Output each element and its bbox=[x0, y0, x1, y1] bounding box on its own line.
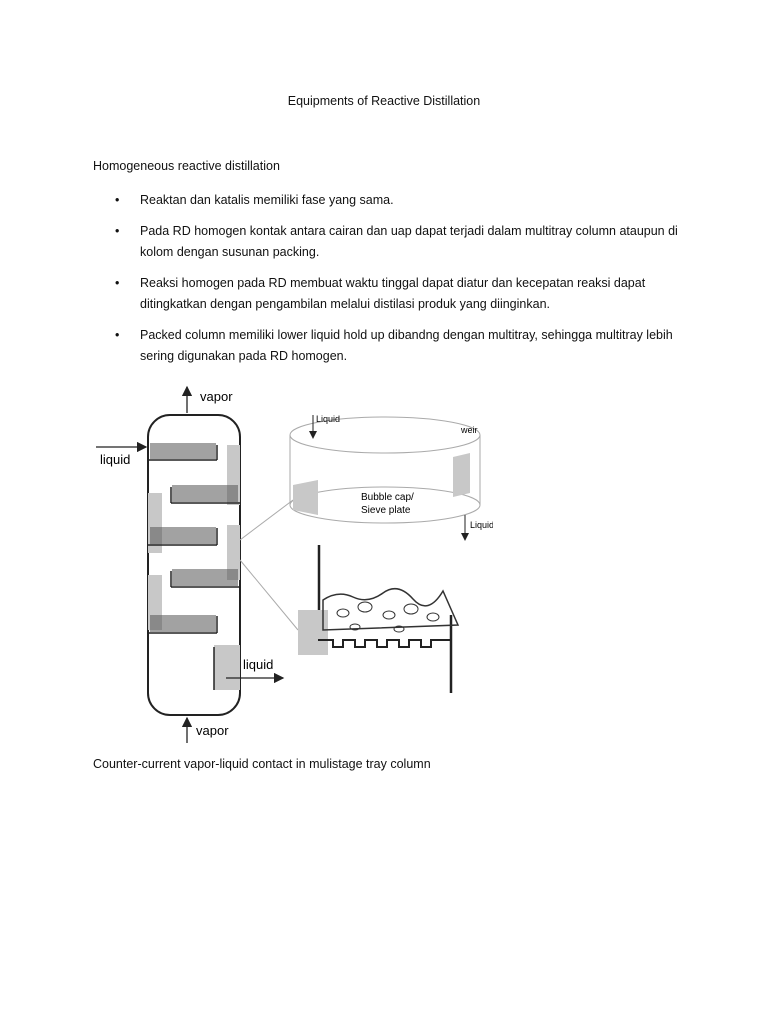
vapor-top-label: vapor bbox=[200, 389, 233, 404]
zoom-line bbox=[240, 500, 293, 540]
list-item bbox=[93, 190, 693, 211]
vapor-bottom-label: vapor bbox=[196, 723, 229, 738]
section-heading: Homogeneous reactive distillation bbox=[93, 159, 280, 173]
downcomer-shade bbox=[214, 645, 240, 690]
bullet-icon: • bbox=[115, 193, 120, 207]
document-title: Equipments of Reactive Distillation bbox=[287, 94, 481, 108]
plate-label-line2: Sieve plate bbox=[361, 505, 411, 516]
tray-column-diagram bbox=[93, 385, 493, 745]
froth bbox=[150, 443, 238, 632]
bullet-text: Pada RD homogen kontak antara cairan dan uap dapat terjadi dalam multitray column ataupun di kolom dengan susunan packing. bbox=[140, 224, 678, 259]
liquid-out-label: liquid bbox=[243, 657, 274, 672]
figure-caption: Counter-current vapor-liquid contact in mulistage tray column bbox=[93, 757, 431, 771]
weir-label: weir bbox=[461, 425, 478, 435]
bullet-text: Packed column memiliki lower liquid hold up dibandng dengan multitray, sehingga multitray lebih sering digunakan pada RD homogen. bbox=[140, 328, 673, 363]
list-item bbox=[93, 273, 693, 315]
plate-shade bbox=[453, 453, 470, 497]
zoom-line bbox=[240, 560, 298, 630]
plate-label-line1: Bubble cap/ bbox=[361, 492, 414, 503]
bullet-icon: • bbox=[115, 224, 120, 238]
tray-column-figure bbox=[93, 385, 493, 745]
bullet-icon: • bbox=[115, 276, 120, 290]
bullet-text: Reaktan dan katalis memiliki fase yang sama. bbox=[140, 193, 394, 207]
plate-shade bbox=[293, 480, 318, 515]
tray-liquid-label: Liquid bbox=[316, 414, 341, 424]
bullet-list bbox=[93, 190, 693, 377]
sieve-plate bbox=[318, 640, 451, 647]
bullet-icon: • bbox=[115, 328, 120, 342]
list-item bbox=[93, 221, 693, 263]
bullet-text: Reaksi homogen pada RD membuat waktu tinggal dapat diatur dan kecepatan reaksi dapat ditingkatkan dengan pengambilan melalui distilasi produk yang diinginkan. bbox=[140, 276, 646, 311]
list-item bbox=[93, 325, 693, 367]
liquid-down-label: Liquid bbox=[470, 520, 493, 530]
liquid-in-label: liquid bbox=[100, 452, 131, 467]
